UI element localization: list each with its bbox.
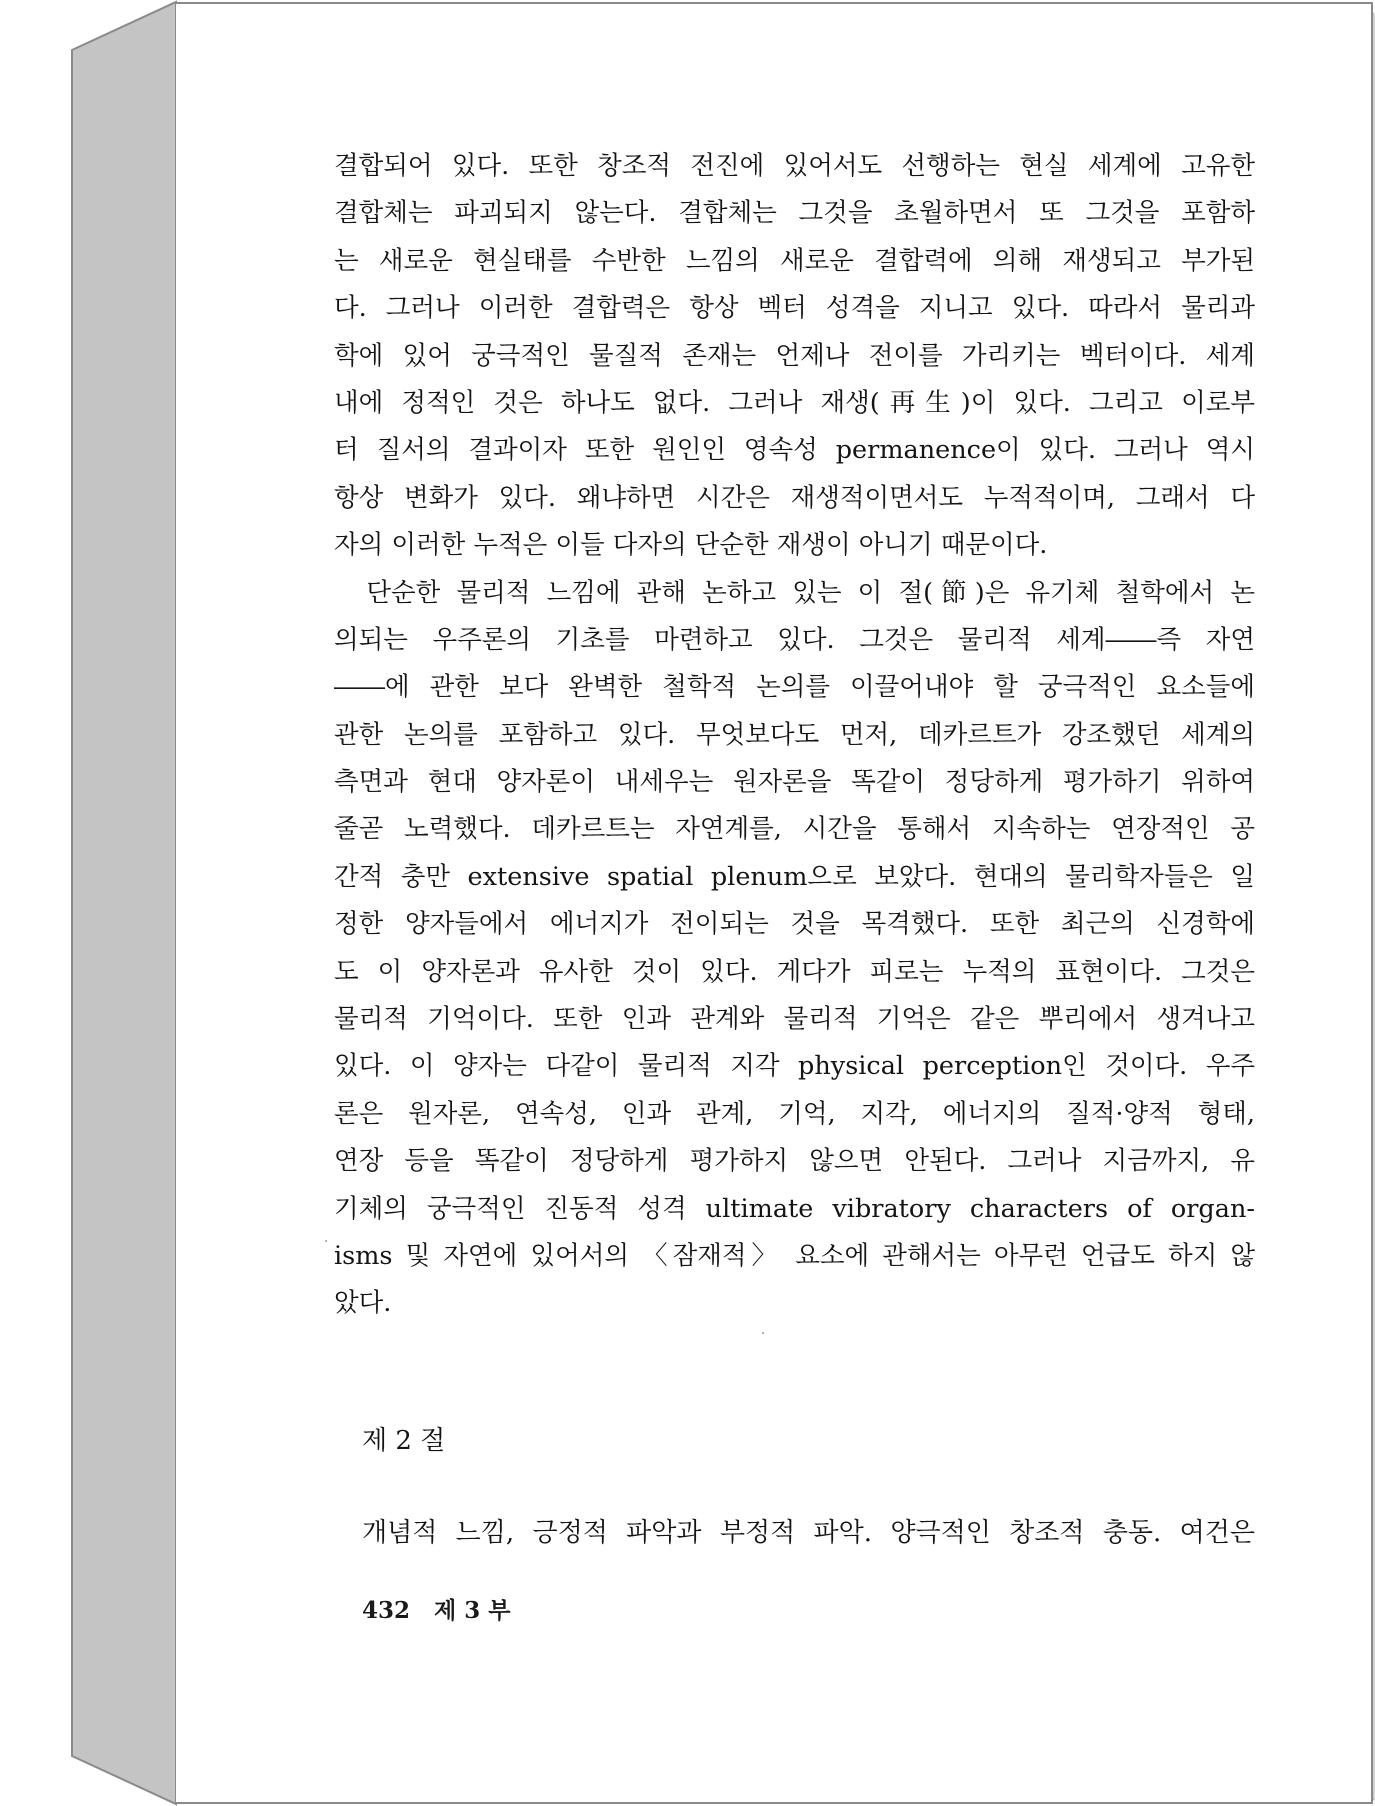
text-line: ――에 관한 보다 완벽한 철학적 논의를 이끌어내야 할 궁극적인 요소들에 bbox=[334, 672, 1255, 703]
section-title: 제 2 절 bbox=[362, 1426, 446, 1456]
text-line: 는 새로운 현실태를 수반한 느낌의 새로운 결합력에 의해 재생되고 부가된 bbox=[334, 245, 1255, 276]
text-line: 단순한 물리적 느낌에 관해 논하고 있는 이 절(節)은 유기체 철학에서 논 bbox=[334, 577, 1255, 608]
text-line: 있다. 이 양자는 다같이 물리적 지각 physical perception인 것이다. 우주 bbox=[334, 1051, 1255, 1082]
text-line: 측면과 현대 양자론이 내세우는 원자론을 똑같이 정당하게 평가하기 위하여 bbox=[334, 767, 1255, 798]
text-line: 터 질서의 결과이자 또한 원인인 영속성 permanence이 있다. 그러나 역시 bbox=[334, 435, 1255, 466]
text-line: 항상 변화가 있다. 왜냐하면 시간은 재생적이면서도 누적적이며, 그래서 다 bbox=[334, 482, 1255, 513]
text-line: 았다. bbox=[334, 1288, 392, 1319]
text-line: 학에 있어 궁극적인 물질적 존재는 언제나 전이를 가리키는 벡터이다. 세계 bbox=[334, 340, 1255, 371]
scan-speck bbox=[762, 1332, 764, 1334]
text-line: 간적 충만 extensive spatial plenum으로 보았다. 현대의 물리학자들은 일 bbox=[334, 861, 1255, 892]
text-line: 기체의 궁극적인 진동적 성격 ultimate vibratory characters of organ- bbox=[334, 1193, 1255, 1224]
text-line: isms 및 자연에 있어서의 〈잠재적〉 요소에 관해서는 아무런 언급도 하지 않 bbox=[334, 1240, 1255, 1271]
text-line: 론은 원자론, 연속성, 인과 관계, 기억, 지각, 에너지의 질적·양적 형태, bbox=[334, 1098, 1255, 1129]
text-line: 결합되어 있다. 또한 창조적 전진에 있어서도 선행하는 현실 세계에 고유한 bbox=[334, 151, 1255, 181]
text-line: 물리적 기억이다. 또한 인과 관계와 물리적 기억은 같은 뿌리에서 생겨나고 bbox=[334, 1004, 1255, 1035]
text-line: 연장 등을 똑같이 정당하게 평가하지 않으면 안된다. 그러나 지금까지, 유 bbox=[334, 1146, 1255, 1177]
page-number: 432 bbox=[362, 1597, 411, 1624]
body-text bbox=[334, 143, 1255, 1328]
text-line: 자의 이러한 누적은 이들 다자의 단순한 재생이 아니기 때문이다. bbox=[334, 530, 1048, 561]
text-line: 줄곧 노력했다. 데카르트는 자연계를, 시간을 통해서 지속하는 연장적인 공 bbox=[334, 814, 1255, 845]
scan-speck bbox=[325, 1240, 327, 1242]
text-line: 다. 그러나 이러한 결합력은 항상 벡터 성격을 지니고 있다. 따라서 물리과 bbox=[334, 293, 1255, 324]
text-line: 결합체는 파괴되지 않는다. 결합체는 그것을 초월하면서 또 그것을 포함하 bbox=[334, 198, 1255, 229]
text-line: 관한 논의를 포함하고 있다. 무엇보다도 먼저, 데카르트가 강조했던 세계의 bbox=[334, 719, 1255, 750]
text-line: 의되는 우주론의 기초를 마련하고 있다. 그것은 물리적 세계――즉 자연 bbox=[334, 624, 1255, 655]
section-heading: 개념적 느낌, 긍정적 파악과 부정적 파악. 양극적인 창조적 충동. 여건은 bbox=[362, 1518, 1255, 1548]
text-line: 내에 정적인 것은 하나도 없다. 그러나 재생(再生)이 있다. 그리고 이로부 bbox=[334, 387, 1255, 418]
text-line: 정한 양자들에서 에너지가 전이되는 것을 목격했다. 또한 최근의 신경학에 bbox=[334, 909, 1255, 940]
part-label: 제 3 부 bbox=[434, 1597, 511, 1624]
text-line: 도 이 양자론과 유사한 것이 있다. 게다가 피로는 누적의 표현이다. 그것은 bbox=[334, 956, 1255, 987]
book-spine bbox=[72, 2, 176, 1804]
page-footer bbox=[362, 1592, 534, 1625]
